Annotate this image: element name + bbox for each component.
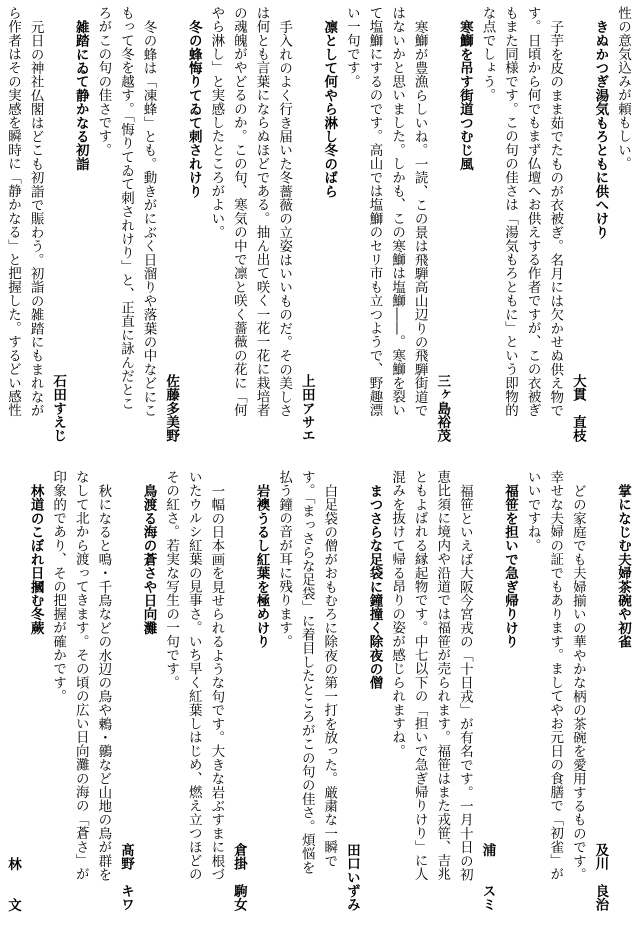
commentary-line: なして北から渡ってきます。その頃の広い日向灘の海の「蒼さ」が [72, 470, 89, 881]
commentary-line: 白足袋の僧がおもむろに除夜の第一打を放った。厳粛な一瞬で [321, 483, 338, 868]
commentary-line: す。日頃から何でもまず仏壇へお供えする作者ですが、この衣被ぎ [524, 6, 541, 417]
commentary-line: 元日の神社仏閣はどこも初詣で賑わう。初詣の雑踏にもまれなが [27, 19, 44, 417]
commentary-line: もまた同様です。この句の佳さは「湯気もろともに」という即物的 [502, 6, 519, 417]
author-name: 倉掛 駒女 [230, 843, 247, 912]
author-name: 大貫 直枝 [569, 374, 586, 443]
commentary-line: ら作者はその実感を瞬時に「静かなる」と把握した。するどい感性 [4, 6, 21, 417]
author-name: 浦 スミ [479, 843, 496, 912]
commentary-line: す。「まっさらな足袋」に着目したところがこの句の佳さ。煩悩を [298, 470, 315, 875]
commentary-line: は何とも言葉にならぬほどである。抽ん出て咲く一花一花に栽培者 [253, 6, 270, 417]
author-name: 上田アサエ [298, 374, 315, 443]
commentary-line: 払う鐘の音が耳に残ります。 [276, 470, 293, 649]
commentary-line: 印象的であり、その把握が確かです。 [50, 470, 67, 703]
haiku-line: 鳥渡る海の蒼さや日向灘 [140, 483, 157, 635]
commentary-line: い一句です。 [343, 6, 360, 89]
commentary-line: 手入れのよく行き届いた冬薔薇の立姿はいいものだ。その美しさ [276, 19, 293, 417]
commentary-line: はないかと思いました。しかも、この寒鰤は塩鰤――。寒鰤を裂い [389, 6, 406, 417]
author-name: 林 文 [4, 856, 21, 912]
haiku-line: 冬の蜂悔りてゐて刺されけり [185, 19, 202, 198]
commentary-line: もって冬を越す。「悔りてゐて刺されけり」と、正直に詠んだとこ [117, 6, 134, 411]
commentary-line: やら淋し」と実感したところがよい。 [208, 6, 225, 239]
haiku-line: 雑踏にゐて静かなる初詣 [72, 19, 89, 171]
commentary-line: ともよばれる縁起物です。中七以下の「担いで急ぎ帰りけり」に人 [411, 470, 428, 881]
haiku-line: 林道のこぼれ日摑む冬蕨 [27, 483, 44, 635]
commentary-line: の魂魄がやどるのか。この句、寒気の中で凛と咲く薔薇の花に「何 [230, 6, 247, 417]
commentary-line: いたウルシ紅葉の見事さ。いち早く紅葉しはじめ、燃え立つほどの [185, 470, 202, 881]
commentary-line: て塩鰤にするのです。高山では塩鰤のセリ市も立つようで、野趣漂 [366, 6, 383, 417]
commentary-line: 福笹といえば大阪今宮戎の「十日戎」が有名です。一月十日の初 [456, 483, 473, 881]
lower-column-block [4, 470, 634, 925]
commentary-line: な点でしょう。 [479, 6, 496, 102]
commentary-line: 秋になると鳴・千鳥などの水辺の鳥や鶫・鶸など山地の鳥が群を [95, 483, 112, 881]
author-name: 髙野 キワ [117, 843, 134, 912]
haiku-line: 福笹を担いで急ぎ帰りけり [502, 483, 519, 648]
commentary-line: 寒鰤が豊漁らしいね。一読、この景は飛騨高山辺りの飛騨街道で [411, 19, 428, 417]
commentary-line: 子芋を皮のまま茹でたものが衣被ぎ。名月には欠かせぬ供え物で [547, 19, 564, 417]
commentary-line: 冬の蜂は「凍蜂」とも。動きがにぶく日溜りや落葉の中などにこ [140, 19, 157, 417]
author-name: 三ヶ島裕茂 [434, 374, 451, 443]
haiku-line: まつさらな足袋に鐘撞く除夜の僧 [366, 483, 383, 689]
haiku-line: 掌になじむ夫婦茶碗や初雀 [615, 483, 631, 648]
author-name: 佐藤多美野 [163, 374, 180, 443]
commentary-line: 混みを抜けて帰る昂りの姿が感じられますね。 [389, 470, 406, 758]
commentary-line: 一幅の日本画を見せられるような句です。大きな岩ぶすまに根づ [208, 483, 225, 881]
commentary-line: 幸せな夫婦の証でもあります。ましてやお元日の食膳で「初雀」が [547, 470, 564, 881]
haiku-line: きぬかつぎ湯気もろともに供へけり [592, 19, 609, 239]
commentary-line: その紅さ。若実な写生の一句です。 [163, 470, 180, 690]
haiku-line: 凛として何やら淋し冬のばら [321, 19, 338, 198]
commentary-line: 性の意気込みが頼もしい。 [615, 6, 631, 171]
haiku-line: 寒鰤を吊す街道つむじ風 [456, 19, 473, 171]
upper-column-block [4, 6, 634, 456]
haiku-line: 岩襖うるし紅葉を極めけり [253, 483, 270, 648]
author-name: 石田すえじ [50, 374, 67, 443]
commentary-line: 恵比須に境内や沿道では福笹が売られます。福笹はまた戎笹、吉兆 [434, 470, 451, 881]
author-name: 田口いずみ [343, 843, 360, 912]
commentary-line: ろがこの句の佳さです。 [95, 6, 112, 157]
author-name: 及川 良治 [592, 843, 609, 912]
commentary-line: どの家庭でも夫婦揃いの華やかな柄の茶碗を愛用するものです。 [569, 483, 586, 881]
commentary-line: いいですね。 [524, 470, 541, 553]
